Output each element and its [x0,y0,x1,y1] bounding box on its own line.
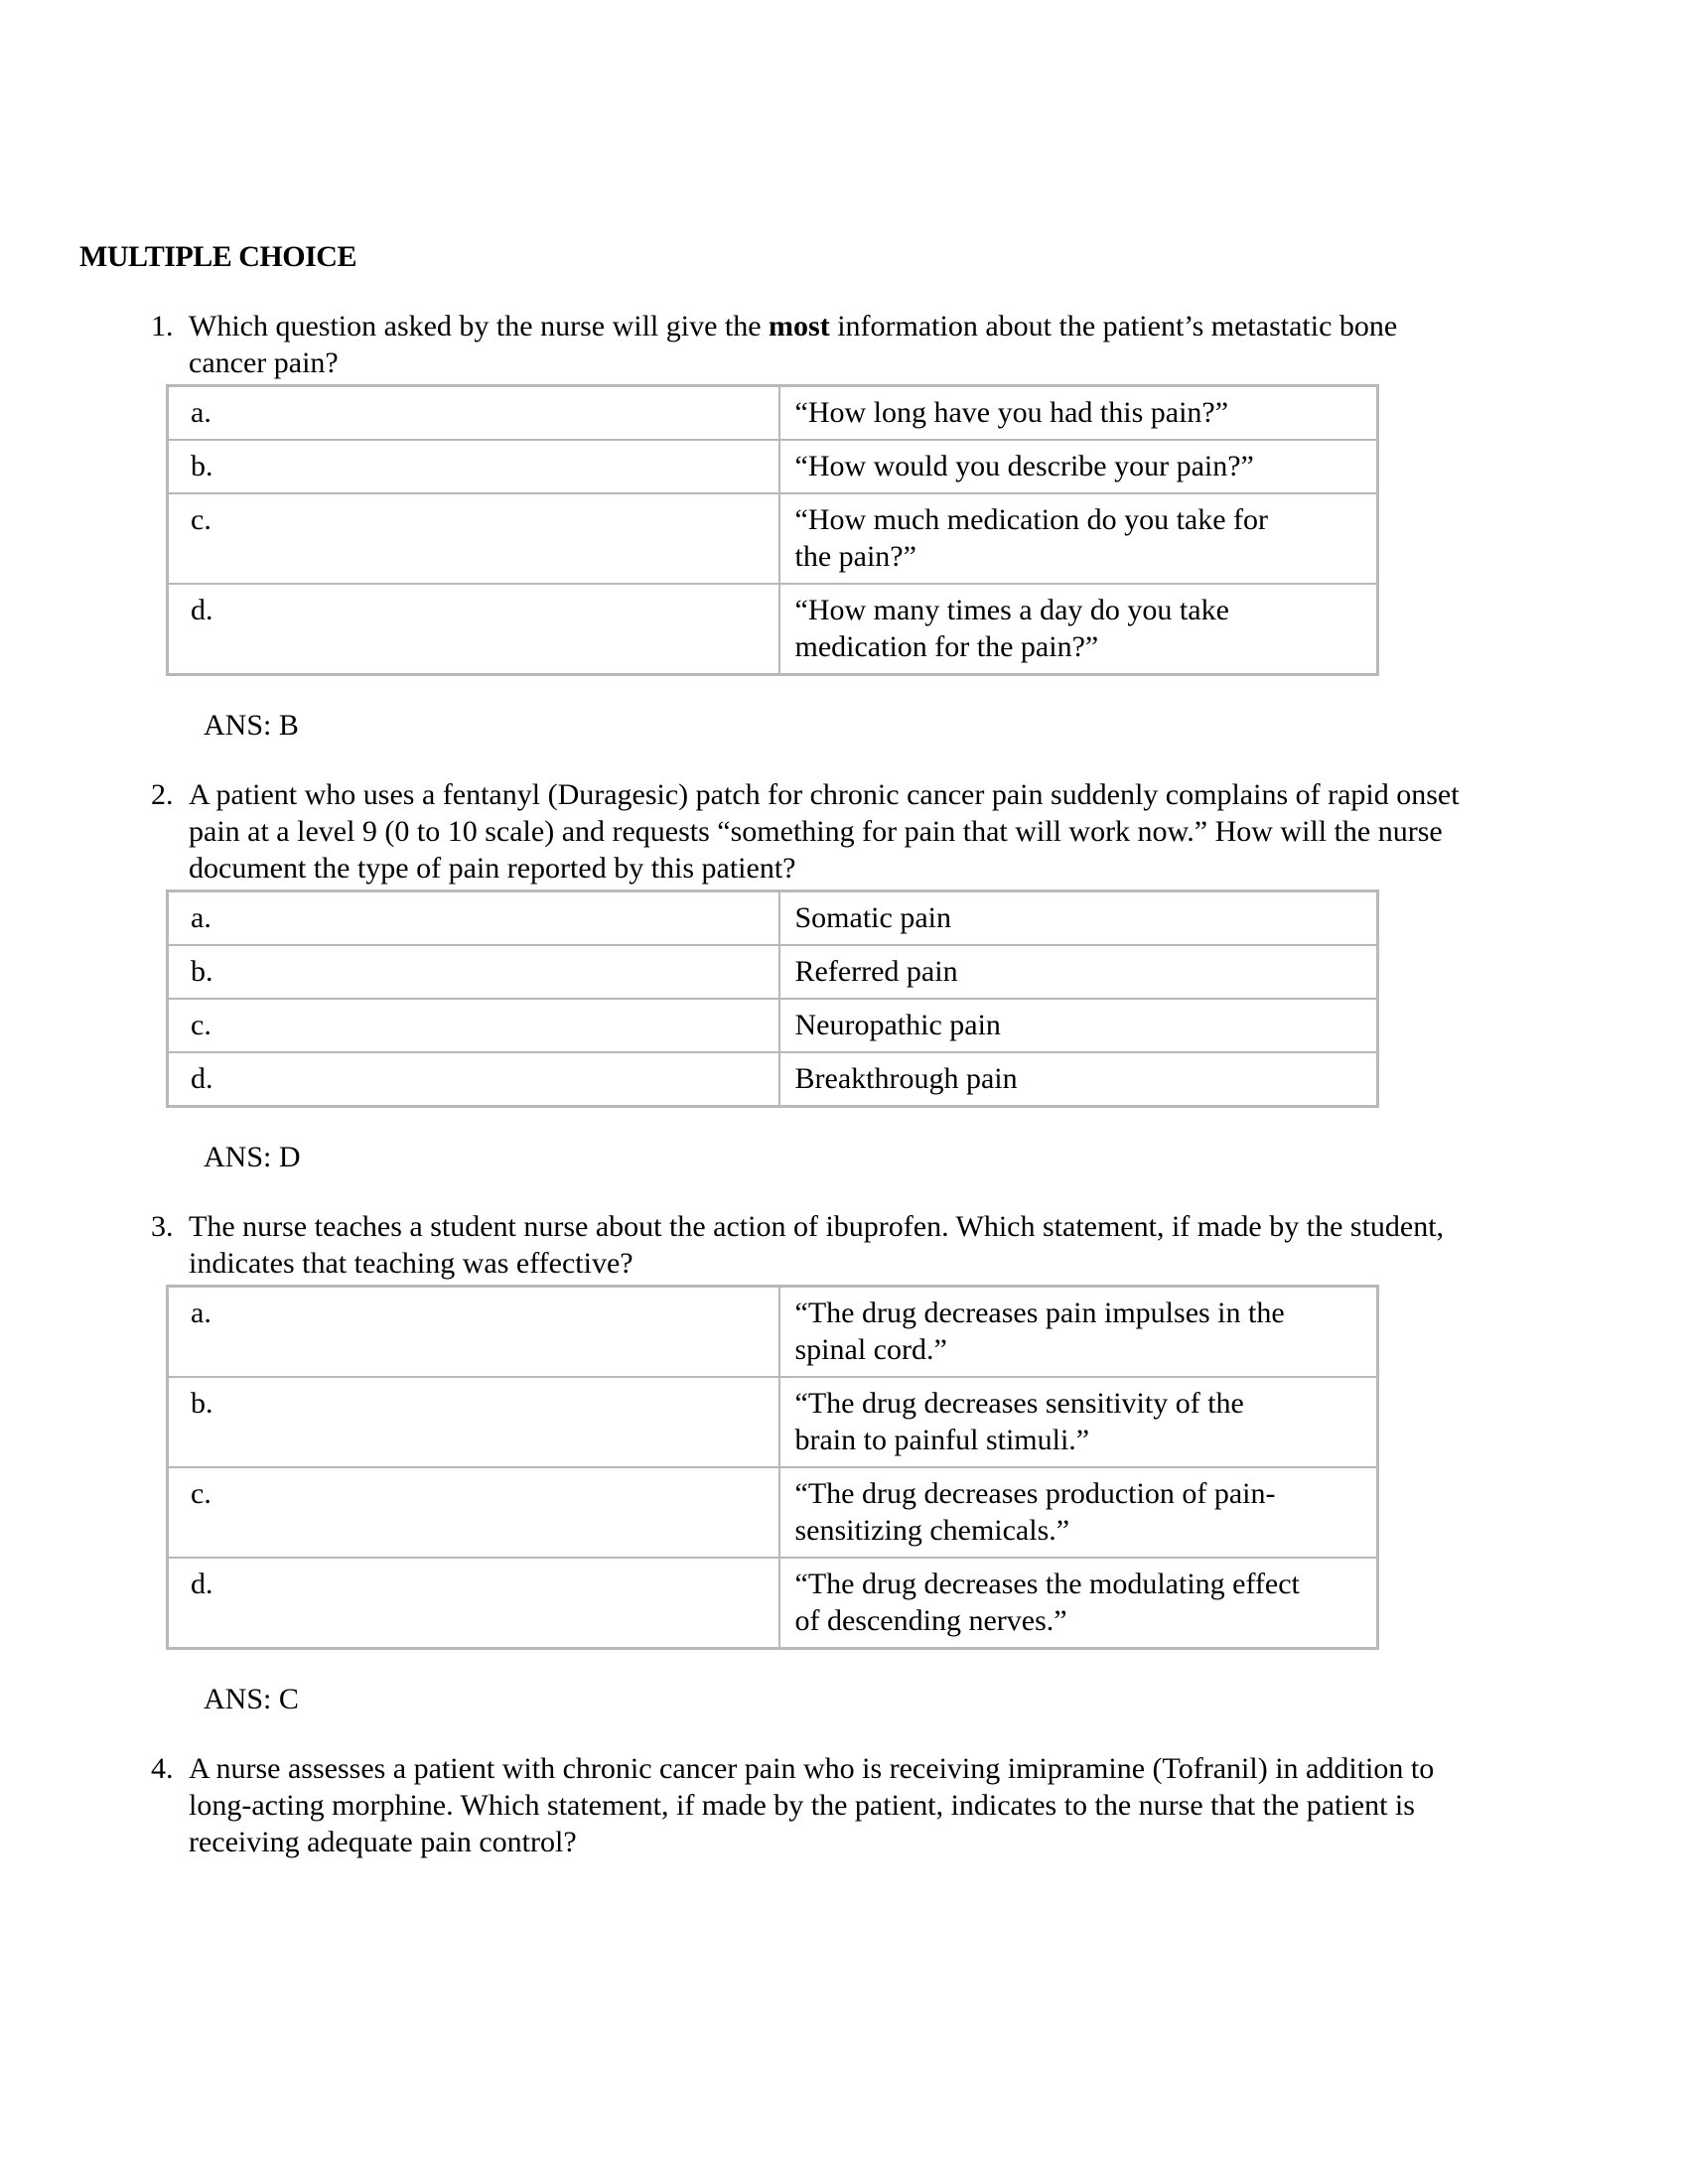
option-text-cell: “The drug decreases sensitivity of the brain to painful stimuli.” [779,1377,1378,1467]
section-title: MULTIPLE CHOICE [79,240,356,273]
option-row-a [168,386,1378,441]
question-3-stem [189,1208,1460,1282]
option-text-cell: Somatic pain [779,891,1378,946]
option-label-cell: d. [168,584,779,675]
option-label-cell: a. [168,1287,779,1378]
option-row-d [168,1558,1378,1649]
option-row-d [168,584,1378,675]
option-label-cell: c. [168,493,779,584]
option-label-cell: d. [168,1052,779,1107]
option-text-cell: “The drug decreases the modulating effect of descending nerves.” [779,1558,1378,1649]
question-1 [151,308,1688,744]
option-row-c [168,493,1378,584]
question-2 [151,776,1688,1175]
option-text-cell: “How would you describe your pain?” [779,440,1378,493]
option-label-cell: d. [168,1558,779,1649]
stem-text: Which question asked by the nurse will give the [189,310,770,342]
option-text-cell: “How much medication do you take for the pain?” [779,493,1378,584]
question-1-options-table [166,384,1379,676]
question-3-options-table [166,1285,1379,1650]
question-2-stem [189,776,1460,887]
option-label-cell: c. [168,1467,779,1558]
question-1-answer: ANS: B [204,709,299,742]
option-row-b [168,440,1378,493]
question-3-number: 3. [151,1210,174,1243]
stem-text: information about the patient’s metastatic bone cancer pain? [189,310,1398,379]
option-row-a [168,891,1378,946]
option-text-cell: “The drug decreases production of pain-sensitizing chemicals.” [779,1467,1378,1558]
question-1-number: 1. [151,310,174,342]
option-row-d [168,1052,1378,1107]
option-text-cell: Neuropathic pain [779,999,1378,1052]
question-1-stem [189,308,1460,381]
stem-text: The nurse teaches a student nurse about the action of ibuprofen. Which statement, if made by the student, indicates that teaching was effective? [189,1210,1445,1280]
stem-text: A patient who uses a fentanyl (Duragesic) patch for chronic cancer pain suddenly complains of rapid onset pain at a level 9 (0 to 10 scale) and requests “something for pain that will work now.” How will the nurse document the type of pain reported by this patient? [189,778,1460,885]
stem-text: A nurse assesses a patient with chronic cancer pain who is receiving imipramine (Tofranil) in addition to long-acting morphine. Which statement, if made by the patient, indicates to the nurse that the patient is receiving adequate pain control? [189,1752,1435,1858]
question-4 [151,1750,1688,1860]
question-4-body [189,1750,1460,1860]
option-row-a [168,1287,1378,1378]
option-label-cell: b. [168,1377,779,1467]
option-row-b [168,1377,1378,1467]
question-2-answer: ANS: D [204,1141,301,1173]
option-text-cell: “The drug decreases pain impulses in the spinal cord.” [779,1287,1378,1378]
question-3 [151,1208,1688,1717]
option-text-cell: “How many times a day do you take medication for the pain?” [779,584,1378,675]
option-row-c [168,1467,1378,1558]
option-label-cell: b. [168,440,779,493]
question-3-answer: ANS: C [204,1683,299,1715]
option-label-cell: c. [168,999,779,1052]
question-2-number: 2. [151,778,174,811]
question-3-body [189,1208,1460,1717]
question-2-options-table [166,889,1379,1108]
option-text-cell: Breakthrough pain [779,1052,1378,1107]
question-4-stem [189,1750,1460,1860]
option-label-cell: a. [168,386,779,441]
option-text-cell: Referred pain [779,945,1378,999]
option-row-b [168,945,1378,999]
option-label-cell: b. [168,945,779,999]
option-label-cell: a. [168,891,779,946]
question-2-body [189,776,1460,1175]
option-row-c [168,999,1378,1052]
option-text-cell: “How long have you had this pain?” [779,386,1378,441]
question-1-body [189,308,1460,744]
stem-bold-text: most [769,310,830,342]
question-4-number: 4. [151,1752,174,1785]
